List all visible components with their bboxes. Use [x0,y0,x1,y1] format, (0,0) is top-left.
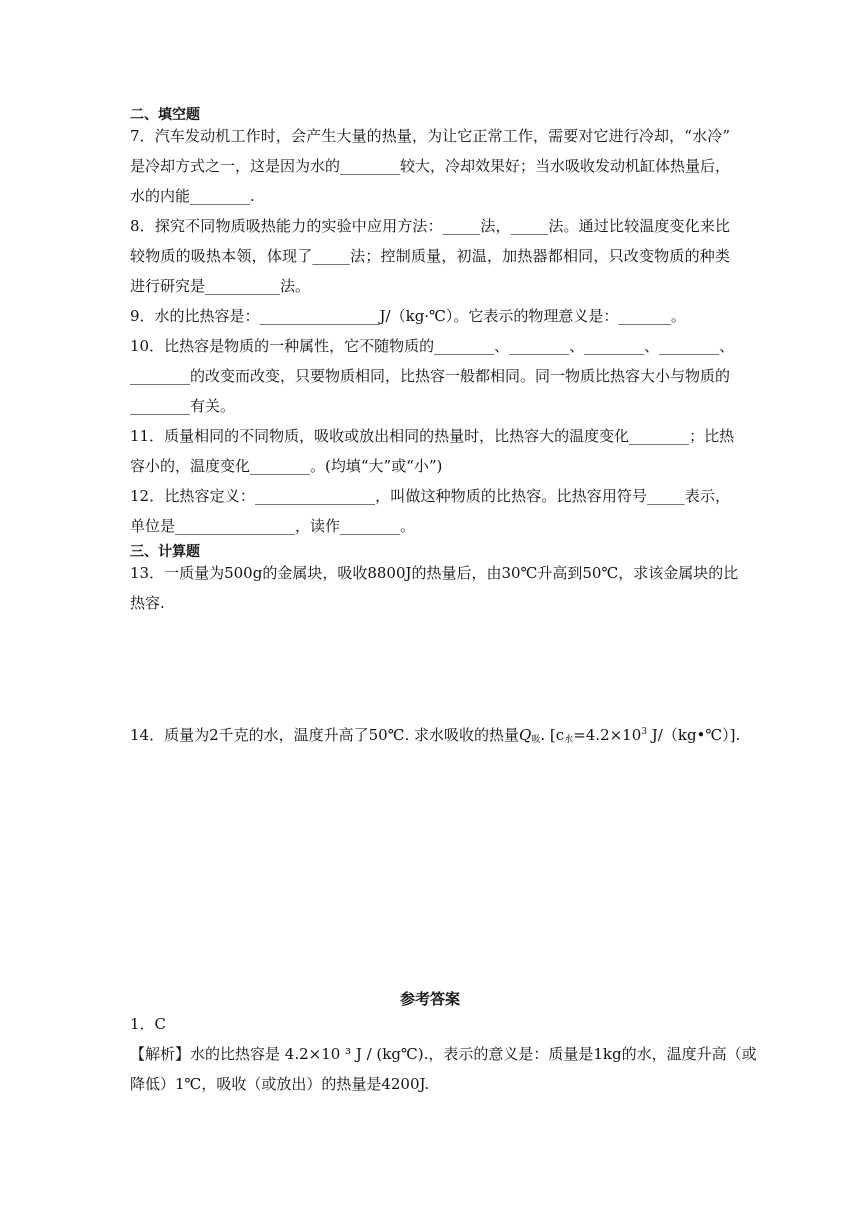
q14-Q-symbol: Q [519,726,532,744]
q14-text: 14．质量为2千克的水，温度升高了50℃. 求水吸收的热量 [130,726,520,744]
q14-value: =4.2×10 [573,726,642,744]
q11-line-2: 容小的，温度变化________。(均填“大”或“小”) [130,457,443,475]
section-heading-fill-blank: 二、填空题 [130,107,200,123]
q8-line-3: 进行研究是__________法。 [130,277,311,295]
q7-line-2: 是冷却方式之一，这是因为水的________较大，冷却效果好；当水吸收发动机缸体热量后， [130,157,731,175]
answers-title: 参考答案 [399,990,460,1008]
q14-mid: . [c [540,726,565,744]
answer-1: 1．C [130,1015,167,1033]
section-heading-calculation: 三、计算题 [130,544,200,560]
q12-line-2: 单位是________________，读作________。 [130,517,416,535]
q13-line-2: 热容. [130,594,165,612]
q14-c-subscript: 水 [564,735,574,745]
q10-line-3: ________有关。 [130,397,236,415]
q14-line [130,722,740,750]
answer-1-explain-line-1: 【解析】水的比热容是 4.2×10 ³ J / (kg℃).，表示的意义是：质量是1kg的水，温度升高（或 [130,1045,757,1063]
q14-Q-subscript: 吸 [531,735,541,745]
q14-exponent: 3 [641,727,648,737]
q8-line-1: 8．探究不同物质吸热能力的实验中应用方法：_____法，_____法。通过比较温度变化来比 [130,217,730,235]
q10-line-2: ________的改变而改变，只要物质相同，比热容一般都相同。同一物质比热容大小与物质的 [130,367,731,385]
q14-unit: J/（kg•℃）]. [647,726,741,744]
answer-1-explain-line-2: 降低）1℃，吸收（或放出）的热量是4200J. [130,1075,430,1093]
q8-line-2: 较物质的吸热本领，体现了_____法；控制质量，初温，加热器都相同，只改变物质的种类 [130,247,730,265]
q7-line-3: 水的内能________. [130,187,255,205]
q10-line-1: 10．比热容是物质的一种属性，它不随物质的________、________、________、________、 [130,337,735,355]
q11-line-1: 11．质量相同的不同物质，吸收或放出相同的热量时，比热容大的温度变化________；比热 [130,427,735,445]
q7-line-1: 7．汽车发动机工作时，会产生大量的热量，为让它正常工作，需要对它进行冷却，“水冷” [130,127,730,145]
q13-line-1: 13．一质量为500g的金属块，吸收8800J的热量后，由30℃升高到50℃，求该金属块的比 [130,564,739,582]
q9-line-1: 9．水的比热容是：________________J/（kg·℃）。它表示的物理意义是：_______。 [130,307,686,325]
q12-line-1: 12．比热容定义：________________，叫做这种物质的比热容。比热容用符号_____表示， [130,487,730,505]
